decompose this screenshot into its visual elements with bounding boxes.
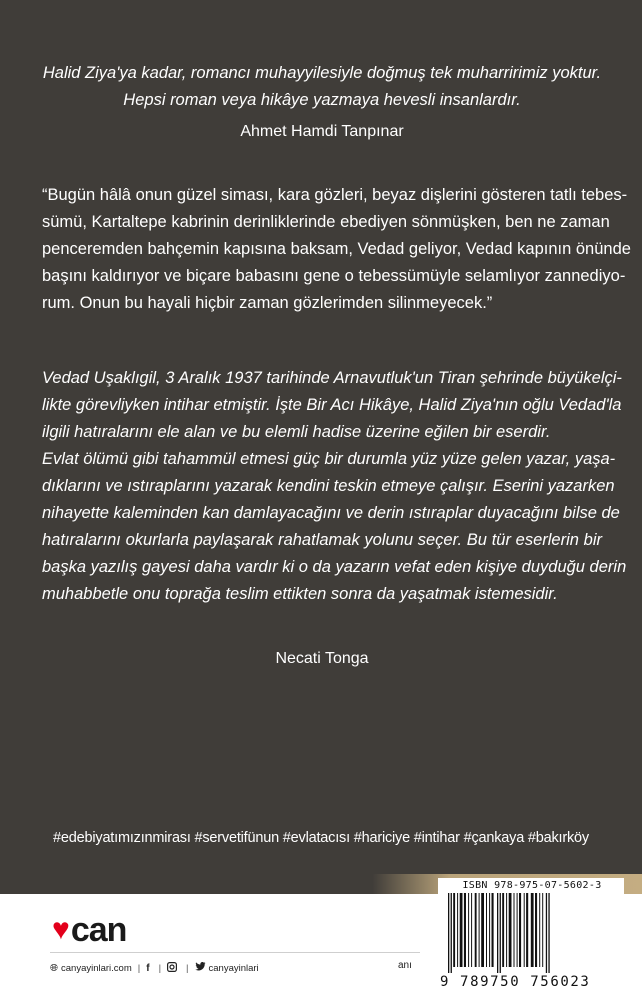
barcode-bar	[535, 893, 537, 967]
quote-line: rum. Onun bu hayali hiçbir zaman gözlerimden silinmeyecek.”	[42, 294, 493, 312]
quote-line: başını kaldırıyor ve biçare babasını gene o tebessümüyle selamlıyor zannediyo-	[42, 267, 626, 285]
barcode-bar	[451, 893, 452, 973]
barcode-bar	[502, 893, 504, 967]
barcode-bar	[548, 893, 549, 973]
barcode-bar	[471, 893, 472, 967]
description-paragraph	[42, 365, 627, 608]
barcode-bar	[464, 893, 466, 967]
epigraph	[42, 60, 602, 114]
barcode-bar	[526, 893, 528, 967]
barcode-bar	[453, 893, 455, 967]
separator: |	[137, 962, 141, 974]
barcode-bar	[542, 893, 543, 967]
barcode-bar	[486, 893, 487, 967]
description-line: Evlat ölümü gibi tahammül etmesi güç bir durumla yüz yüze gelen yazar, yaşa-	[42, 450, 616, 468]
description-author: Necati Tonga	[275, 650, 369, 667]
instagram-icon[interactable]	[167, 962, 177, 975]
facebook-icon[interactable]: f	[146, 962, 150, 974]
isbn-label: ISBN 978-975-07-5602-3	[462, 880, 602, 891]
barcode-bar	[517, 893, 518, 967]
logo-text: can	[70, 911, 127, 949]
description-line: likte görevliyken intihar etmiştir. İşte Bir Acı Hikâye, Halid Ziya'nın oğlu Vedad'la	[42, 396, 622, 414]
barcode	[438, 878, 624, 996]
publisher-logo	[52, 910, 162, 950]
description-line: ilgili hatıralarını ele alan ve bu elemli hadise üzerine eğilen bir eserdir.	[42, 423, 551, 441]
barcode-bar	[546, 893, 547, 973]
barcode-bar	[500, 893, 501, 973]
description-line: dıklarını ve ıstıraplarını yazarak kendini teskin etmeye çalışır. Eserini yazarken	[42, 477, 615, 495]
barcode-bar	[457, 893, 458, 967]
barcode-bar	[519, 893, 521, 967]
barcode-bar	[531, 893, 534, 967]
description-line: Vedad Uşaklıgil, 3 Aralık 1937 tarihinde Arnavutluk'un Tiran şehrinde büyükelçi-	[42, 369, 622, 387]
description-line: başka yazılış gayesi daha vardır ki o da yazarın vefat eden kişiye duyduğu derin	[42, 558, 627, 576]
twitter-icon[interactable]	[195, 962, 206, 974]
barcode-bar	[481, 893, 484, 967]
quote-line: sümü, Kartaltepe kabrinin derinliklerinde ebediyen sönmüşken, ben ne zaman	[42, 213, 610, 231]
description-line: nihayette kaleminden kan damlayacağını ve derin ıstıraplar duyacağını bilse de	[42, 504, 620, 522]
hashtags: #edebiyatımızınmirası #servetifünun #evlatacısı #hariciye #intihar #çankaya #bakırköy	[53, 830, 589, 846]
barcode-bar	[492, 893, 494, 967]
barcode-bar	[506, 893, 507, 967]
quote-paragraph	[42, 182, 631, 317]
epigraph-line-2: Hepsi roman veya hikâye yazmaya hevesli insanlardır.	[123, 91, 521, 109]
imprint-label: anı	[398, 960, 412, 971]
barcode-bar	[479, 893, 480, 967]
epigraph-author: Ahmet Hamdi Tanpınar	[240, 123, 404, 140]
separator: |	[158, 962, 162, 974]
separator: |	[186, 962, 189, 974]
quote-line: penceremden bahçemin kapısına baksam, Vedad geliyor, Vedad kapının önünde	[42, 240, 631, 258]
barcode-bar	[514, 893, 515, 967]
barcode-bar	[497, 893, 498, 973]
barcode-bars	[446, 893, 618, 973]
barcode-bar	[489, 893, 490, 967]
barcode-bar	[468, 893, 469, 967]
heart-icon: ♥	[52, 913, 70, 946]
publisher-links	[50, 960, 259, 976]
barcode-bar	[524, 893, 525, 967]
barcode-bar	[539, 893, 540, 967]
epigraph-line-1: Halid Ziya'ya kadar, romancı muhayyilesiyle doğmuş tek muharririmiz yoktur.	[42, 64, 602, 82]
barcode-bar	[509, 893, 512, 967]
barcode-bar	[448, 893, 449, 973]
social-handle[interactable]: canyayinlari	[208, 962, 259, 974]
barcode-bar	[460, 893, 463, 967]
description-line: hatıralarını okurlarla paylaşarak rahatlamak yolunu seçer. Bu tür eserlerin bir	[42, 531, 602, 549]
quote-line: “Bugün hâlâ onun güzel siması, kara gözleri, beyaz dişlerini gösteren tatlı tebes-	[42, 186, 628, 204]
barcode-bar	[475, 893, 477, 967]
globe-icon: 🌐︎	[50, 962, 58, 974]
barcode-number: 9 789750 756023	[440, 974, 591, 990]
description-line: muhabbetle onu toprağa teslim ettikten sonra da yaşatmak istemesidir.	[42, 585, 558, 603]
website-link[interactable]: canyayinlari.com	[61, 962, 132, 974]
footer-divider	[50, 952, 420, 953]
